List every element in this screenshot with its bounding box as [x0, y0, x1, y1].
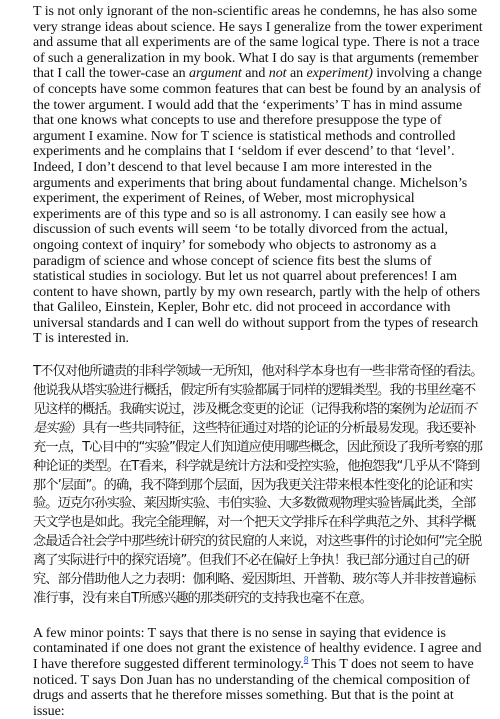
emphasis-not: not: [268, 66, 287, 82]
emphasis-zh-argument: 论证: [426, 401, 451, 417]
document-page: [33, 4, 485, 719]
english-paragraph-2: A few minor points: T says that there is no sense in saying that evidence is contaminated if one does not grant the existence of healthy evidence. I agree and I have therefore suggested different terminology.$^8$ This T does not seem to have noticed. T says Don Juan has no understanding of the chemical composition of drugs and asserts that he therefore misses something. But that is the point at issue:: [33, 625, 482, 719]
emphasis-experiment: experiment): [306, 66, 373, 82]
footnote-link[interactable]: 8: [303, 654, 309, 665]
emphasis-argument: argument: [189, 66, 242, 82]
emphasis-zh-not-experiment: 不是实验: [33, 401, 476, 436]
english-paragraph-1: T is not only ignorant of the non-scientific areas he condemns, he has also some very strange ideas about science. He says I generalize from the tower experiment and assume that all experiments are of the same logical type. There is not a trace of such a generalization in my book. What I do say is that arguments (remember that I call the tower-case an argument and not an experiment) involving a change of concepts have some common features that can best be found by an analysis of the tower argument. I would add that the ‘experiments’ T has in mind assume that one knows what concepts to use and therefore presuppose the type of argument I examine. Now for T science is statistical methods and controlled experiments and he complains that I ‘seldom if ever descend’ to that ‘level’. Indeed, I don’t descend to that level because I am more interested in the arguments and experiments that bring about fundamental change. Michelson’s experiment, the experiment of Reines, of Weber, most microphysical experiments are of this type and so is all astronomy. I can easily see how a discussion of such events will seem ‘to be totally divorced from the actual, ongoing context of inquiry’ for somebody who objects to astronomy as a paradigm of science and whose concept of science fits best the slums of statistical studies in sociology. But let us not quarrel about preferences! I am content to have shown, partly by my own research, partly with the help of others that Galileo, Einstein, Kepler, Bohr etc. did not proceed in accordance with universal standards and I can well do without support from the types of research T is interested in.: [33, 4, 483, 347]
chinese-paragraph: T不仅对他所谴责的非科学领域一无所知，他对科学本身也有一些非常奇怪的看法。他说我从塔实验进行概括，假定所有实验都属于同样的逻辑类型。我的书里丝毫不见这样的概括。我确实说过，涉及概念变更的论证（记得我称塔的案例为论证而不是实验）具有一些共同特征，这些特征通过对塔的论证的分析最易发现。我还要补充一点，T心目中的“实验”假定人们知道应使用哪些概念，因此预设了我所考察的那种论证的类型。在T看来，科学就是统计方法和受控实验，他抱怨我“几乎从不‘降到那个’层面”。的确，我不降到那个层面，因为我更关注带来根本性变化的论证和实验。迈克尔孙实验、莱因斯实验、韦伯实验、大多数微观物理实验皆属此类，全部天文学也是如此。我完全能理解，对一个把天文学排斥在科学典范之外、其科学概念最适合社会学中那些统计研究的贫民窟的人来说，对这些事件的讨论如何“完全脱离了实际进行中的探究语境”。但我们不必在偏好上争执！我已部分通过自己的研究、部分借助他人之力表明：伽利略、爱因斯坦、开普勒、玻尔等人并非按普遍标准行事，没有来自T所感兴趣的那类研究的支持我也毫不在意。: [33, 364, 483, 606]
